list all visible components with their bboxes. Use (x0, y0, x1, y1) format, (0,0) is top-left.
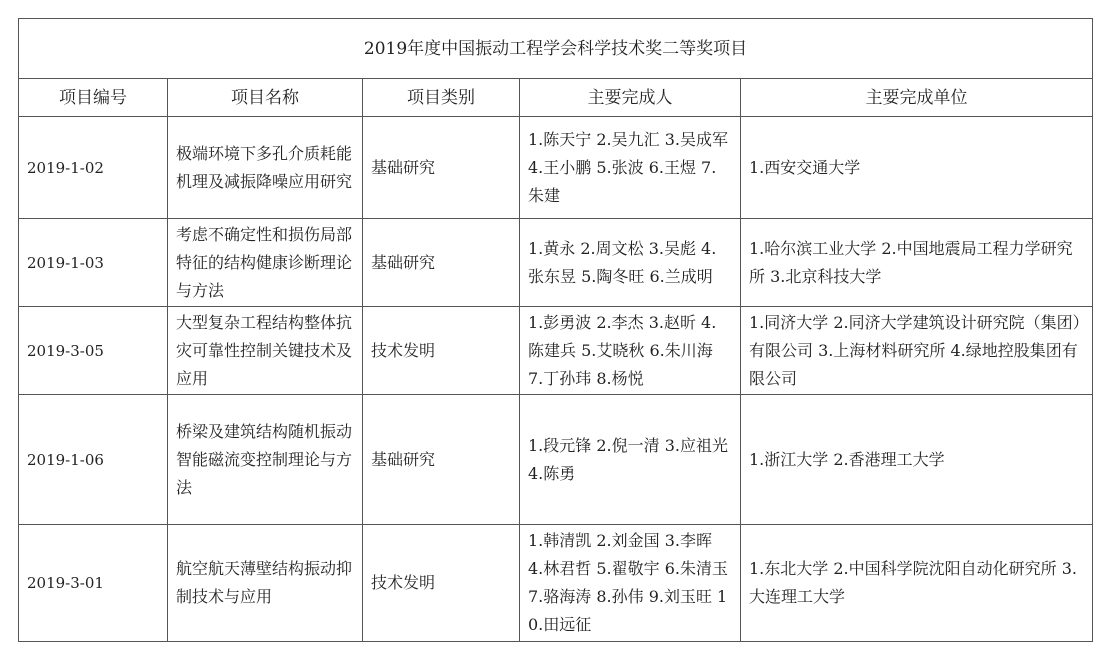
award-table (18, 18, 1093, 642)
header-project-id: 项目编号 (19, 79, 168, 117)
project-name-cell: 考虑不确定性和损伤局部特征的结构健康诊断理论与方法 (168, 219, 363, 307)
units-cell: 1.同济大学 2.同济大学建筑设计研究院（集团）有限公司 3.上海材料研究所 4.绿地控股集团有限公司 (741, 307, 1093, 395)
table-row (19, 307, 1093, 395)
header-project-name: 项目名称 (168, 79, 363, 117)
project-name-cell: 航空航天薄壁结构振动抑制技术与应用 (168, 525, 363, 642)
header-project-category: 项目类别 (363, 79, 520, 117)
contributors-cell: 1.陈天宁 2.吴九汇 3.吴成军 4.王小鹏 5.张波 6.王煜 7.朱建 (520, 117, 741, 219)
header-main-units: 主要完成单位 (741, 79, 1093, 117)
contributors-cell: 1.段元锋 2.倪一清 3.应祖光 4.陈勇 (520, 395, 741, 525)
project-name-cell: 大型复杂工程结构整体抗灾可靠性控制关键技术及应用 (168, 307, 363, 395)
table-row (19, 219, 1093, 307)
units-cell: 1.浙江大学 2.香港理工大学 (741, 395, 1093, 525)
title-row (19, 19, 1093, 79)
table-row (19, 395, 1093, 525)
units-cell: 1.东北大学 2.中国科学院沈阳自动化研究所 3.大连理工大学 (741, 525, 1093, 642)
project-id-cell: 2019-1-06 (19, 395, 168, 525)
project-id-cell: 2019-1-03 (19, 219, 168, 307)
project-category-cell: 基础研究 (363, 395, 520, 525)
contributors-cell: 1.彭勇波 2.李杰 3.赵昕 4.陈建兵 5.艾晓秋 6.朱川海 7.丁孙玮 8.杨悦 (520, 307, 741, 395)
contributors-cell: 1.黄永 2.周文松 3.吴彪 4.张东昱 5.陶冬旺 6.兰成明 (520, 219, 741, 307)
project-category-cell: 技术发明 (363, 307, 520, 395)
header-main-contributors: 主要完成人 (520, 79, 741, 117)
table-title: 2019年度中国振动工程学会科学技术奖二等奖项目 (19, 19, 1093, 79)
project-category-cell: 基础研究 (363, 117, 520, 219)
project-name-cell: 极端环境下多孔介质耗能机理及减振降噪应用研究 (168, 117, 363, 219)
project-id-cell: 2019-1-02 (19, 117, 168, 219)
header-row (19, 79, 1093, 117)
project-id-cell: 2019-3-01 (19, 525, 168, 642)
project-name-cell: 桥梁及建筑结构随机振动智能磁流变控制理论与方法 (168, 395, 363, 525)
units-cell: 1.西安交通大学 (741, 117, 1093, 219)
units-cell: 1.哈尔滨工业大学 2.中国地震局工程力学研究所 3.北京科技大学 (741, 219, 1093, 307)
project-category-cell: 技术发明 (363, 525, 520, 642)
project-category-cell: 基础研究 (363, 219, 520, 307)
contributors-cell: 1.韩清凯 2.刘金国 3.李晖 4.林君哲 5.翟敬宇 6.朱清玉 7.骆海涛 8.孙伟 9.刘玉旺 10.田远征 (520, 525, 741, 642)
project-id-cell: 2019-3-05 (19, 307, 168, 395)
table-row (19, 525, 1093, 642)
table-row (19, 117, 1093, 219)
